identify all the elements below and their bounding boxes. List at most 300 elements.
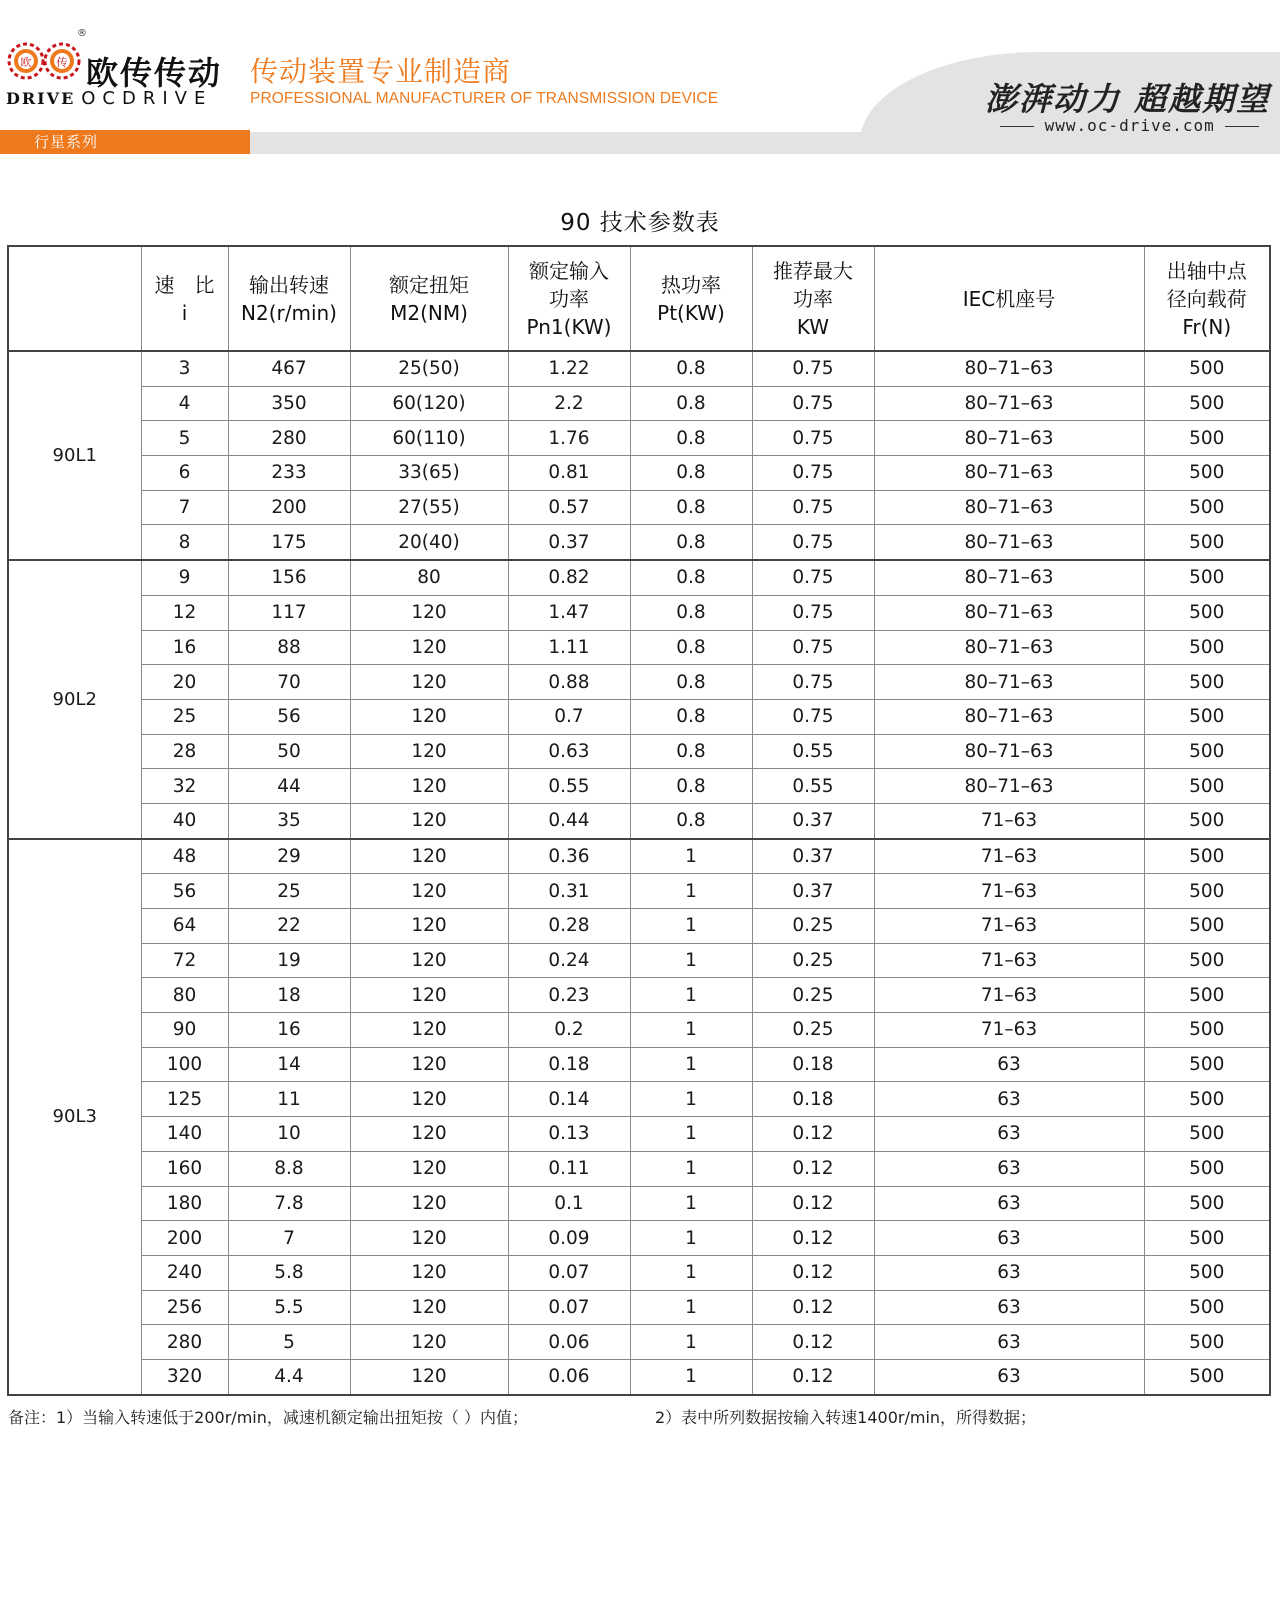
table-row <box>8 1290 1270 1325</box>
max-power-cell: 0.12 <box>752 1255 874 1290</box>
rated-torque-cell: 120 <box>350 1117 508 1152</box>
header-rated-torque <box>350 246 508 351</box>
radial-load-cell: 500 <box>1144 421 1270 456</box>
max-power-cell: 0.25 <box>752 909 874 944</box>
iec-frame-cell: 71–63 <box>874 874 1144 909</box>
iec-frame-cell: 63 <box>874 1117 1144 1152</box>
ratio-cell: 5 <box>141 421 228 456</box>
iec-frame-cell: 80–71–63 <box>874 769 1144 804</box>
rated-input-cell: 0.81 <box>508 456 630 491</box>
rated-input-cell: 0.07 <box>508 1290 630 1325</box>
output-speed-cell: 280 <box>228 421 350 456</box>
rated-torque-cell: 120 <box>350 734 508 769</box>
max-power-cell: 0.25 <box>752 1013 874 1048</box>
max-power-cell: 0.75 <box>752 490 874 525</box>
rated-torque-cell: 60(120) <box>350 386 508 421</box>
output-speed-cell: 35 <box>228 803 350 838</box>
max-power-cell: 0.75 <box>752 421 874 456</box>
header-torque-l1: 额定扭矩 <box>389 272 469 297</box>
ratio-cell: 56 <box>141 874 228 909</box>
website-url: www.oc-drive.com <box>1044 116 1215 135</box>
output-speed-cell: 156 <box>228 560 350 595</box>
output-speed-cell: 29 <box>228 839 350 874</box>
max-power-cell: 0.12 <box>752 1117 874 1152</box>
output-speed-cell: 5.5 <box>228 1290 350 1325</box>
table-row <box>8 1013 1270 1048</box>
output-speed-cell: 5.8 <box>228 1255 350 1290</box>
thermal-power-cell: 1 <box>630 1151 752 1186</box>
table-row <box>8 1047 1270 1082</box>
registered-mark: ® <box>77 28 87 39</box>
ratio-cell: 12 <box>141 595 228 630</box>
output-speed-cell: 350 <box>228 386 350 421</box>
rated-torque-cell: 120 <box>350 943 508 978</box>
radial-load-cell: 500 <box>1144 943 1270 978</box>
rated-torque-cell: 120 <box>350 1290 508 1325</box>
iec-frame-cell: 80–71–63 <box>874 699 1144 734</box>
table-row <box>8 421 1270 456</box>
radial-load-cell: 500 <box>1144 978 1270 1013</box>
thermal-power-cell: 0.8 <box>630 803 752 838</box>
iec-frame-cell: 71–63 <box>874 978 1144 1013</box>
radial-load-cell: 500 <box>1144 456 1270 491</box>
radial-load-cell: 500 <box>1144 1325 1270 1360</box>
max-power-cell: 0.18 <box>752 1047 874 1082</box>
ratio-cell: 25 <box>141 699 228 734</box>
table-row <box>8 1186 1270 1221</box>
iec-frame-cell: 80–71–63 <box>874 386 1144 421</box>
rated-torque-cell: 60(110) <box>350 421 508 456</box>
header-thermal-power <box>630 246 752 351</box>
ratio-cell: 160 <box>141 1151 228 1186</box>
header-ratio-l2: i <box>181 300 188 325</box>
max-power-cell: 0.25 <box>752 978 874 1013</box>
iec-frame-cell: 71–63 <box>874 839 1144 874</box>
table-row <box>8 769 1270 804</box>
logo-gear-char-2: 传 <box>56 56 68 69</box>
model-cell: 90L2 <box>8 560 141 839</box>
header-max-power <box>752 246 874 351</box>
thermal-power-cell: 0.8 <box>630 734 752 769</box>
table-row <box>8 456 1270 491</box>
thermal-power-cell: 1 <box>630 978 752 1013</box>
header-input-l2: 功率 <box>549 286 589 311</box>
ratio-cell: 180 <box>141 1186 228 1221</box>
header-ratio <box>141 246 228 351</box>
radial-load-cell: 500 <box>1144 1290 1270 1325</box>
table-body <box>8 351 1270 1395</box>
table-row <box>8 839 1270 874</box>
rated-input-cell: 0.14 <box>508 1082 630 1117</box>
rated-torque-cell: 120 <box>350 1082 508 1117</box>
logo-chinese-name: 欧传传动 <box>86 54 223 92</box>
ratio-cell: 64 <box>141 909 228 944</box>
ratio-cell: 125 <box>141 1082 228 1117</box>
table-row <box>8 665 1270 700</box>
rated-input-cell: 0.09 <box>508 1221 630 1256</box>
max-power-cell: 0.18 <box>752 1082 874 1117</box>
header-speed-l1: 输出转速 <box>249 272 329 297</box>
iec-frame-cell: 80–71–63 <box>874 456 1144 491</box>
output-speed-cell: 22 <box>228 909 350 944</box>
header-iec-frame: IEC机座号 <box>874 246 1144 351</box>
company-logo <box>4 28 234 114</box>
rated-input-cell: 0.1 <box>508 1186 630 1221</box>
max-power-cell: 0.12 <box>752 1221 874 1256</box>
output-speed-cell: 44 <box>228 769 350 804</box>
rated-input-cell: 0.88 <box>508 665 630 700</box>
header-maxpower-l2: 功率 <box>793 286 833 311</box>
output-speed-cell: 175 <box>228 525 350 560</box>
table-header-row <box>8 246 1270 351</box>
thermal-power-cell: 1 <box>630 1117 752 1152</box>
radial-load-cell: 500 <box>1144 595 1270 630</box>
model-cell: 90L1 <box>8 351 141 560</box>
thermal-power-cell: 0.8 <box>630 665 752 700</box>
rated-input-cell: 0.07 <box>508 1255 630 1290</box>
iec-frame-cell: 80–71–63 <box>874 351 1144 386</box>
iec-frame-cell: 63 <box>874 1255 1144 1290</box>
max-power-cell: 0.75 <box>752 560 874 595</box>
rated-input-cell: 0.37 <box>508 525 630 560</box>
rated-input-cell: 0.44 <box>508 803 630 838</box>
ratio-cell: 100 <box>141 1047 228 1082</box>
output-speed-cell: 5 <box>228 1325 350 1360</box>
thermal-power-cell: 1 <box>630 1082 752 1117</box>
thermal-power-cell: 1 <box>630 874 752 909</box>
max-power-cell: 0.55 <box>752 734 874 769</box>
ratio-cell: 6 <box>141 456 228 491</box>
rated-input-cell: 0.36 <box>508 839 630 874</box>
rated-input-cell: 1.11 <box>508 630 630 665</box>
radial-load-cell: 500 <box>1144 909 1270 944</box>
ratio-cell: 28 <box>141 734 228 769</box>
thermal-power-cell: 0.8 <box>630 351 752 386</box>
header-maxpower-l1: 推荐最大 <box>773 258 853 283</box>
iec-frame-cell: 80–71–63 <box>874 560 1144 595</box>
header-radial-l1: 出轴中点 <box>1166 258 1247 283</box>
header-ratio-l1: 速 比 <box>154 272 215 297</box>
note-1: 备注：1）当输入转速低于200r/min，减速机额定输出扭矩按（ ）内值； <box>8 1408 528 1427</box>
iec-frame-cell: 80–71–63 <box>874 630 1144 665</box>
rated-torque-cell: 120 <box>350 1047 508 1082</box>
table-row <box>8 1221 1270 1256</box>
logo-gear-char-1: 欧 <box>20 56 32 69</box>
rated-input-cell: 0.2 <box>508 1013 630 1048</box>
ratio-cell: 16 <box>141 630 228 665</box>
max-power-cell: 0.37 <box>752 874 874 909</box>
radial-load-cell: 500 <box>1144 490 1270 525</box>
iec-frame-cell: 80–71–63 <box>874 421 1144 456</box>
output-speed-cell: 8.8 <box>228 1151 350 1186</box>
thermal-power-cell: 1 <box>630 943 752 978</box>
radial-load-cell: 500 <box>1144 1151 1270 1186</box>
iec-frame-cell: 71–63 <box>874 1013 1144 1048</box>
max-power-cell: 0.12 <box>752 1186 874 1221</box>
output-speed-cell: 25 <box>228 874 350 909</box>
rated-torque-cell: 80 <box>350 560 508 595</box>
output-speed-cell: 18 <box>228 978 350 1013</box>
output-speed-cell: 16 <box>228 1013 350 1048</box>
radial-load-cell: 500 <box>1144 803 1270 838</box>
iec-frame-cell: 71–63 <box>874 943 1144 978</box>
thermal-power-cell: 1 <box>630 1221 752 1256</box>
rated-torque-cell: 120 <box>350 769 508 804</box>
ratio-cell: 4 <box>141 386 228 421</box>
radial-load-cell: 500 <box>1144 1221 1270 1256</box>
output-speed-cell: 19 <box>228 943 350 978</box>
rated-torque-cell: 33(65) <box>350 456 508 491</box>
radial-load-cell: 500 <box>1144 1117 1270 1152</box>
iec-frame-cell: 71–63 <box>874 803 1144 838</box>
rated-input-cell: 0.63 <box>508 734 630 769</box>
table-row <box>8 1082 1270 1117</box>
rated-torque-cell: 25(50) <box>350 351 508 386</box>
header-speed-l2: N2(r/min) <box>241 300 337 325</box>
page-header <box>0 0 1280 160</box>
table-row <box>8 560 1270 595</box>
rated-input-cell: 0.55 <box>508 769 630 804</box>
thermal-power-cell: 0.8 <box>630 421 752 456</box>
rated-input-cell: 0.31 <box>508 874 630 909</box>
radial-load-cell: 500 <box>1144 699 1270 734</box>
rule-left <box>1000 126 1034 127</box>
ratio-cell: 200 <box>141 1221 228 1256</box>
radial-load-cell: 500 <box>1144 560 1270 595</box>
table-row <box>8 1325 1270 1360</box>
rated-torque-cell: 120 <box>350 630 508 665</box>
radial-load-cell: 500 <box>1144 525 1270 560</box>
rated-torque-cell: 120 <box>350 909 508 944</box>
max-power-cell: 0.12 <box>752 1325 874 1360</box>
table-row <box>8 803 1270 838</box>
rated-torque-cell: 120 <box>350 1151 508 1186</box>
thermal-power-cell: 1 <box>630 1013 752 1048</box>
radial-load-cell: 500 <box>1144 665 1270 700</box>
radial-load-cell: 500 <box>1144 874 1270 909</box>
rated-input-cell: 0.18 <box>508 1047 630 1082</box>
ratio-cell: 7 <box>141 490 228 525</box>
ratio-cell: 8 <box>141 525 228 560</box>
ratio-cell: 90 <box>141 1013 228 1048</box>
thermal-power-cell: 0.8 <box>630 630 752 665</box>
table-row <box>8 351 1270 386</box>
rated-torque-cell: 120 <box>350 595 508 630</box>
output-speed-cell: 7.8 <box>228 1186 350 1221</box>
ratio-cell: 256 <box>141 1290 228 1325</box>
output-speed-cell: 200 <box>228 490 350 525</box>
rated-torque-cell: 120 <box>350 978 508 1013</box>
radial-load-cell: 500 <box>1144 630 1270 665</box>
iec-frame-cell: 80–71–63 <box>874 595 1144 630</box>
rule-right <box>1225 126 1259 127</box>
rated-torque-cell: 27(55) <box>350 490 508 525</box>
radial-load-cell: 500 <box>1144 734 1270 769</box>
header-torque-l2: M2(NM) <box>390 300 468 325</box>
radial-load-cell: 500 <box>1144 1255 1270 1290</box>
rated-torque-cell: 120 <box>350 803 508 838</box>
logo-english-drive: DRIVE <box>6 89 76 108</box>
rated-torque-cell: 120 <box>350 1186 508 1221</box>
table-row <box>8 630 1270 665</box>
max-power-cell: 0.12 <box>752 1359 874 1394</box>
max-power-cell: 0.37 <box>752 803 874 838</box>
model-cell: 90L3 <box>8 839 141 1395</box>
table-row <box>8 1359 1270 1394</box>
table-row <box>8 595 1270 630</box>
logo-english-ocdrive: OCDRIVE <box>81 88 213 109</box>
thermal-power-cell: 0.8 <box>630 560 752 595</box>
rated-torque-cell: 120 <box>350 1221 508 1256</box>
thermal-power-cell: 1 <box>630 1047 752 1082</box>
rated-input-cell: 0.28 <box>508 909 630 944</box>
output-speed-cell: 233 <box>228 456 350 491</box>
thermal-power-cell: 0.8 <box>630 769 752 804</box>
radial-load-cell: 500 <box>1144 386 1270 421</box>
rated-torque-cell: 20(40) <box>350 525 508 560</box>
rated-torque-cell: 120 <box>350 1359 508 1394</box>
rated-input-cell: 0.11 <box>508 1151 630 1186</box>
output-speed-cell: 88 <box>228 630 350 665</box>
table-row <box>8 874 1270 909</box>
ratio-cell: 72 <box>141 943 228 978</box>
max-power-cell: 0.75 <box>752 665 874 700</box>
header-radial-load <box>1144 246 1270 351</box>
rated-torque-cell: 120 <box>350 1325 508 1360</box>
iec-frame-cell: 80–71–63 <box>874 490 1144 525</box>
thermal-power-cell: 1 <box>630 1290 752 1325</box>
thermal-power-cell: 1 <box>630 1325 752 1360</box>
logo-english-name <box>6 88 212 109</box>
ratio-cell: 240 <box>141 1255 228 1290</box>
gear-logo-icon <box>4 36 84 86</box>
header-rated-input <box>508 246 630 351</box>
table-row <box>8 1117 1270 1152</box>
thermal-power-cell: 0.8 <box>630 595 752 630</box>
table-title: 90 技术参数表 <box>560 210 720 236</box>
radial-load-cell: 500 <box>1144 351 1270 386</box>
header-output-speed <box>228 246 350 351</box>
table-row <box>8 1151 1270 1186</box>
table-row <box>8 386 1270 421</box>
rated-input-cell: 1.47 <box>508 595 630 630</box>
thermal-power-cell: 1 <box>630 1359 752 1394</box>
table-row <box>8 699 1270 734</box>
table-row <box>8 978 1270 1013</box>
iec-frame-cell: 63 <box>874 1290 1144 1325</box>
radial-load-cell: 500 <box>1144 1047 1270 1082</box>
output-speed-cell: 50 <box>228 734 350 769</box>
rated-torque-cell: 120 <box>350 874 508 909</box>
max-power-cell: 0.75 <box>752 595 874 630</box>
max-power-cell: 0.12 <box>752 1151 874 1186</box>
header-input-l3: Pn1(KW) <box>526 314 612 339</box>
thermal-power-cell: 1 <box>630 1186 752 1221</box>
header-radial-l2: 径向载荷 <box>1166 286 1247 311</box>
spec-table <box>7 245 1271 1396</box>
table-row <box>8 525 1270 560</box>
rated-torque-cell: 120 <box>350 1255 508 1290</box>
rated-input-cell: 0.06 <box>508 1325 630 1360</box>
tagline-chinese: 传动装置专业制造商 <box>250 55 512 88</box>
thermal-power-cell: 0.8 <box>630 456 752 491</box>
header-thermal-l2: Pt(KW) <box>657 300 725 325</box>
thermal-power-cell: 1 <box>630 909 752 944</box>
rated-torque-cell: 120 <box>350 839 508 874</box>
radial-load-cell: 500 <box>1144 1186 1270 1221</box>
output-speed-cell: 11 <box>228 1082 350 1117</box>
table-row <box>8 1255 1270 1290</box>
rated-torque-cell: 120 <box>350 665 508 700</box>
output-speed-cell: 56 <box>228 699 350 734</box>
thermal-power-cell: 0.8 <box>630 699 752 734</box>
header-model <box>8 246 141 351</box>
iec-frame-cell: 80–71–63 <box>874 665 1144 700</box>
ratio-cell: 80 <box>141 978 228 1013</box>
ratio-cell: 48 <box>141 839 228 874</box>
ratio-cell: 140 <box>141 1117 228 1152</box>
table-row <box>8 909 1270 944</box>
max-power-cell: 0.75 <box>752 386 874 421</box>
thermal-power-cell: 1 <box>630 839 752 874</box>
header-maxpower-l3: KW <box>796 314 830 339</box>
ratio-cell: 40 <box>141 803 228 838</box>
radial-load-cell: 500 <box>1144 1013 1270 1048</box>
thermal-power-cell: 0.8 <box>630 386 752 421</box>
header-thermal-l1: 热功率 <box>661 272 721 297</box>
ratio-cell: 280 <box>141 1325 228 1360</box>
table-row <box>8 490 1270 525</box>
rated-input-cell: 0.7 <box>508 699 630 734</box>
iec-frame-cell: 63 <box>874 1186 1144 1221</box>
radial-load-cell: 500 <box>1144 839 1270 874</box>
rated-input-cell: 0.23 <box>508 978 630 1013</box>
ratio-cell: 9 <box>141 560 228 595</box>
iec-frame-cell: 63 <box>874 1047 1144 1082</box>
max-power-cell: 0.25 <box>752 943 874 978</box>
max-power-cell: 0.55 <box>752 769 874 804</box>
ratio-cell: 3 <box>141 351 228 386</box>
thermal-power-cell: 0.8 <box>630 525 752 560</box>
series-label: 行星系列 <box>0 130 250 154</box>
output-speed-cell: 7 <box>228 1221 350 1256</box>
rated-input-cell: 1.76 <box>508 421 630 456</box>
rated-input-cell: 0.13 <box>508 1117 630 1152</box>
output-speed-cell: 14 <box>228 1047 350 1082</box>
max-power-cell: 0.75 <box>752 456 874 491</box>
iec-frame-cell: 71–63 <box>874 909 1144 944</box>
output-speed-cell: 4.4 <box>228 1359 350 1394</box>
iec-frame-cell: 63 <box>874 1221 1144 1256</box>
iec-frame-cell: 63 <box>874 1082 1144 1117</box>
radial-load-cell: 500 <box>1144 1082 1270 1117</box>
rated-input-cell: 0.06 <box>508 1359 630 1394</box>
max-power-cell: 0.12 <box>752 1290 874 1325</box>
max-power-cell: 0.37 <box>752 839 874 874</box>
iec-frame-cell: 80–71–63 <box>874 525 1144 560</box>
rated-input-cell: 0.24 <box>508 943 630 978</box>
note-2: 2）表中所列数据按输入转速1400r/min，所得数据； <box>655 1408 1037 1427</box>
max-power-cell: 0.75 <box>752 525 874 560</box>
max-power-cell: 0.75 <box>752 699 874 734</box>
iec-frame-cell: 63 <box>874 1151 1144 1186</box>
table-row <box>8 734 1270 769</box>
thermal-power-cell: 0.8 <box>630 490 752 525</box>
max-power-cell: 0.75 <box>752 630 874 665</box>
ratio-cell: 32 <box>141 769 228 804</box>
output-speed-cell: 70 <box>228 665 350 700</box>
output-speed-cell: 10 <box>228 1117 350 1152</box>
